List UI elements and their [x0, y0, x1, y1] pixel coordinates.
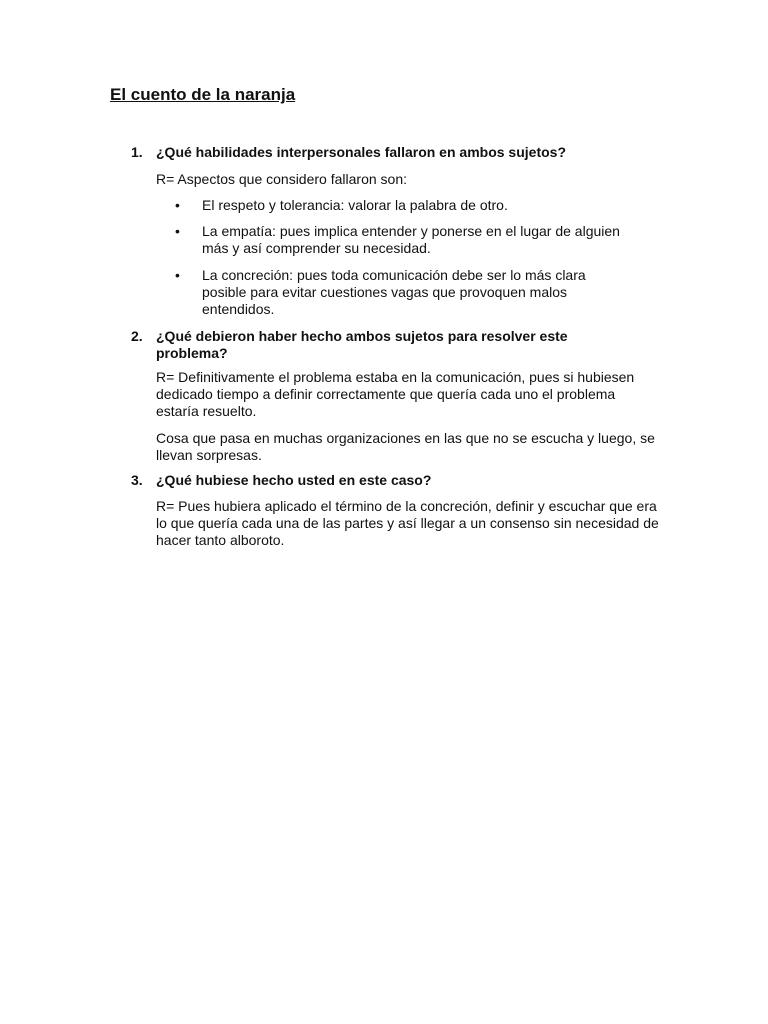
bullet-text: La concreción: pues toda comunicación debe ser lo más clara posible para evitar cuestiones vagas que provoquen malos entendidos. [202, 267, 586, 317]
bullet-text: La empatía: pues implica entender y ponerse en el lugar de alguien más y así comprender su necesidad. [202, 223, 620, 256]
answer-intro: R= Aspectos que considero fallaron son: [156, 171, 407, 187]
bullet-text: El respeto y tolerancia: valorar la palabra de otro. [202, 197, 508, 213]
question-text: ¿Qué habilidades interpersonales fallaron en ambos sujetos? [156, 144, 566, 160]
bullet-symbol: • [175, 267, 180, 283]
question-number: 3. [131, 472, 143, 488]
question-text: ¿Qué hubiese hecho usted en este caso? [156, 472, 432, 488]
bullet-symbol: • [175, 223, 180, 239]
question-text: ¿Qué debieron haber hecho ambos sujetos para resolver este problema? [156, 328, 568, 361]
question-number: 1. [131, 144, 143, 160]
answer-text: R= Definitivamente el problema estaba en la comunicación, pues si hubiesen dedicado tiempo a definir correctamente que quería cada uno el problema estaría resuelto. [156, 369, 635, 419]
bullet-symbol: • [175, 197, 180, 213]
document-title: El cuento de la naranja [110, 85, 296, 104]
answer-text: R= Pues hubiera aplicado el término de la concreción, definir y escuchar que era lo que quería cada una de las partes y así llegar a un consenso sin necesidad de hacer tanto alboroto. [156, 498, 659, 548]
question-number: 2. [131, 328, 143, 344]
answer-extra-text: Cosa que pasa en muchas organizaciones en las que no se escucha y luego, se llevan sorpresas. [156, 430, 655, 463]
